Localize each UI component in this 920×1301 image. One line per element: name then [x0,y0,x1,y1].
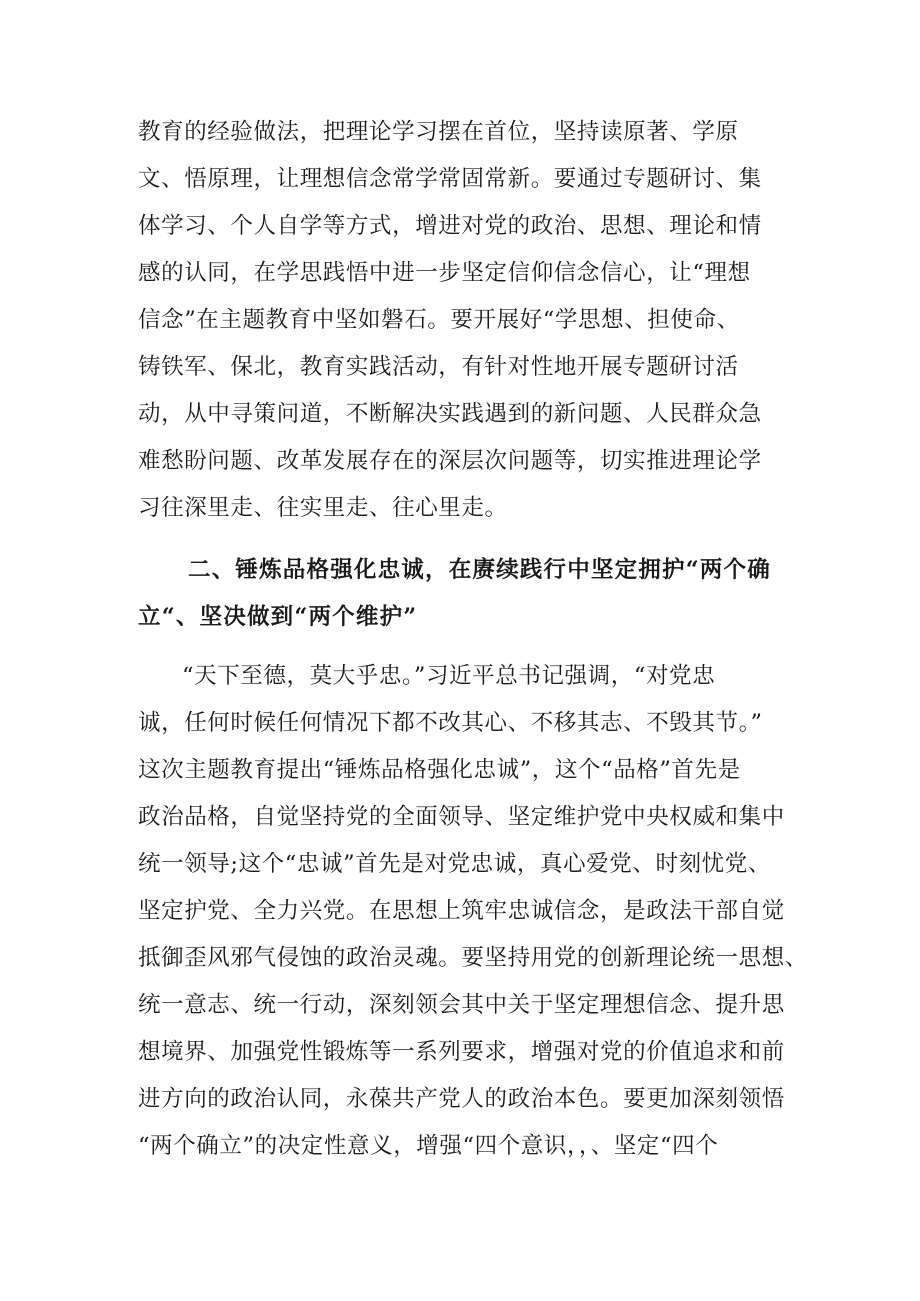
body-line: 诚，任何时候任何情况下都不改其心、不移其志、不毁其节。” [138,710,763,736]
section-heading-line: 二、锤炼品格强化忠诚，在赓续践行中坚定拥护“两个确 [188,557,771,583]
body-line: 难愁盼问题、改革发展存在的深层次问题等，切实推进理论学 [138,448,762,474]
section-heading-line: 立“、坚决做到“两个维护” [138,604,418,630]
body-line: 统一意志、统一行动，深刻领会其中关于坚定理想信念、提升思 [138,992,785,1018]
body-line: 抵御歪风邪气侵蚀的政治灵魂。要坚持用党的创新理论统一思想、 [138,945,808,971]
body-line: 习往深里走、往实里走、往心里走。 [138,495,508,521]
body-line: 教育的经验做法，把理论学习摆在首位，坚持读原著、学原 [138,119,739,145]
body-line: 动，从中寻策问道，不断解决实践遇到的新问题、人民群众急 [138,401,762,427]
body-line: 进方向的政治认同，永葆共产党人的政治本色。要更加深刻领悟 [138,1086,785,1112]
body-line: 铸铁军、保北，教育实践活动，有针对性地开展专题研讨活 [138,354,739,380]
body-line: 坚定护党、全力兴党。在思想上筑牢忠诚信念，是政法干部自觉 [138,898,785,924]
body-line: 信念”在主题教育中坚如磐石。要开展好“学思想、担使命、 [138,307,740,333]
body-line: 文、悟原理，让理想信念常学常固常新。要通过专题研讨、集 [138,166,762,192]
body-line: 统一领导;这个“忠诚”首先是对党忠诚，真心爱党、时刻忧党、 [138,851,771,877]
body-line: 感的认同，在学思践悟中进一步坚定信仰信念信心，让“理想 [138,260,751,286]
body-line: “天下至德，莫大乎忠。”习近平总书记强调，“对党忠 [182,663,716,689]
body-line: 想境界、加强党性锻炼等一系列要求，增强对党的价值追求和前 [138,1039,785,1065]
body-line: 这次主题教育提出“锤炼品格强化忠诚”，这个“品格”首先是 [138,757,741,783]
body-line: “两个确立”的决定性意义，增强“四个意识，，、坚定“四个 [138,1133,719,1159]
body-line: 政治品格，自觉坚持党的全面领导、坚定维护党中央权威和集中 [138,804,785,830]
body-line: 体学习、个人自学等方式，增进对党的政治、思想、理论和情 [138,213,762,239]
